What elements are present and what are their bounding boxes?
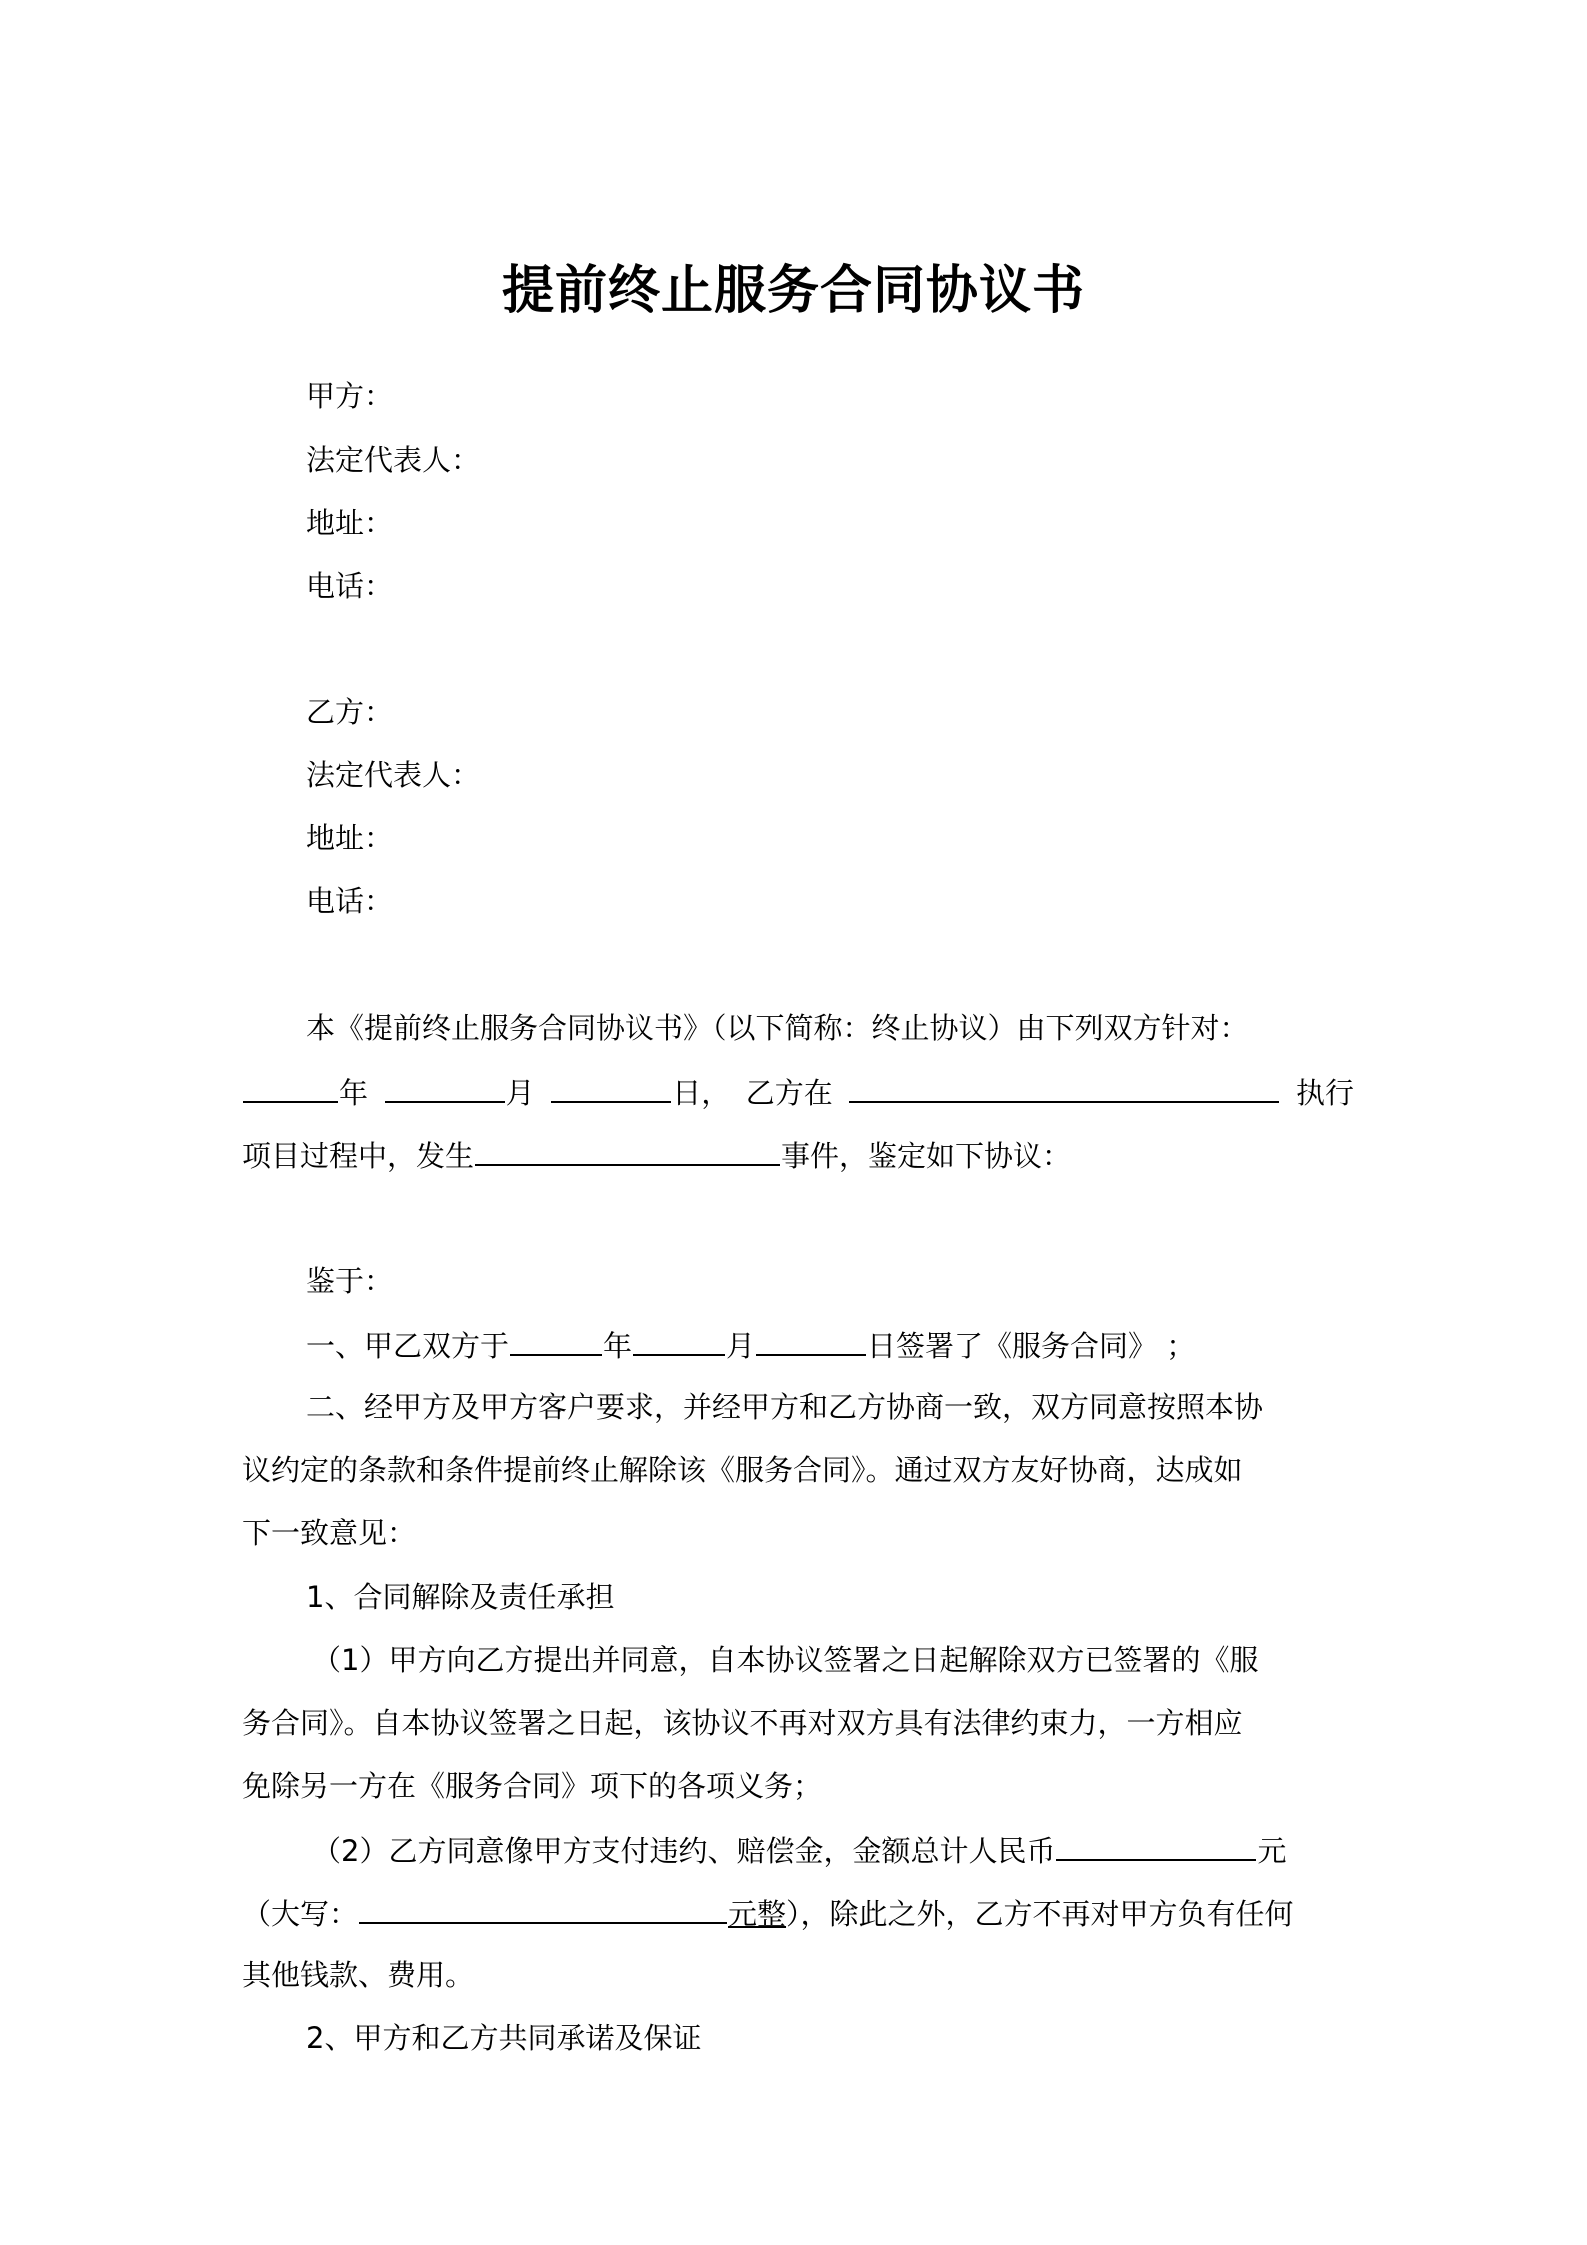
day-blank [551, 1071, 671, 1103]
intro-line-1: 本《提前终止服务合同协议书》（以下简称：终止协议）由下列双方针对： [306, 1011, 1249, 1045]
intro-line-3: 项目过程中，发生 事件，鉴定如下协议： [242, 1134, 1354, 1174]
amount-words-blank [359, 1892, 727, 1924]
party-a-address-label: 地址： [306, 506, 394, 540]
whereas-item-2-line-3: 下一致意见： [242, 1516, 417, 1550]
sign-month-blank [633, 1324, 725, 1356]
clause-1-1-line-1: （1）甲方向乙方提出并同意，自本协议签署之日起解除双方已签署的《服 [312, 1643, 1259, 1677]
whereas-label: 鉴于： [306, 1264, 394, 1298]
project-blank [849, 1071, 1279, 1103]
intro-line-2: 年 月 日， 乙方在 执行 [242, 1071, 1354, 1111]
clause-1-2-line-1: （2）乙方同意像甲方支付违约、赔偿金，金额总计人民币 元 [312, 1829, 1354, 1869]
sign-year-blank [510, 1324, 602, 1356]
party-b-address-label: 地址： [306, 821, 394, 855]
party-a-label: 甲方： [306, 379, 394, 413]
party-b-phone-label: 电话： [306, 884, 394, 918]
whereas-item-2-line-1: 二、经甲方及甲方客户要求，并经甲方和乙方协商一致，双方同意按照本协 [306, 1390, 1264, 1424]
section-2-heading: 2、甲方和乙方共同承诺及保证 [306, 2021, 702, 2055]
party-b-rep-label: 法定代表人： [306, 758, 481, 792]
sign-day-blank [756, 1324, 866, 1356]
clause-1-1-line-2: 务合同》。自本协议签署之日起，该协议不再对双方具有法律约束力，一方相应 [242, 1706, 1243, 1740]
clause-1-2-line-3: 其他钱款、费用。 [242, 1958, 475, 1992]
party-b-label: 乙方： [306, 695, 394, 729]
party-a-phone-label: 电话： [306, 569, 394, 603]
clause-1-2-line-2: （大写： 元整），除此之外，乙方不再对甲方负有任何 [242, 1892, 1354, 1932]
year-blank [243, 1071, 338, 1103]
whereas-item-2-line-2: 议约定的条款和条件提前终止解除该《服务合同》。通过双方友好协商，达成如 [242, 1453, 1243, 1487]
document-title: 提前终止服务合同协议书 [501, 260, 1085, 321]
month-blank [385, 1071, 505, 1103]
clause-1-1-line-3: 免除另一方在《服务合同》项下的各项义务； [242, 1769, 823, 1803]
party-a-rep-label: 法定代表人： [306, 443, 481, 477]
amount-blank [1056, 1829, 1256, 1861]
event-blank [475, 1134, 780, 1166]
whereas-item-1: 一、甲乙双方于 年 月 日签署了《服务合同》 ； [306, 1324, 1195, 1364]
section-1-heading: 1、合同解除及责任承担 [306, 1580, 615, 1614]
